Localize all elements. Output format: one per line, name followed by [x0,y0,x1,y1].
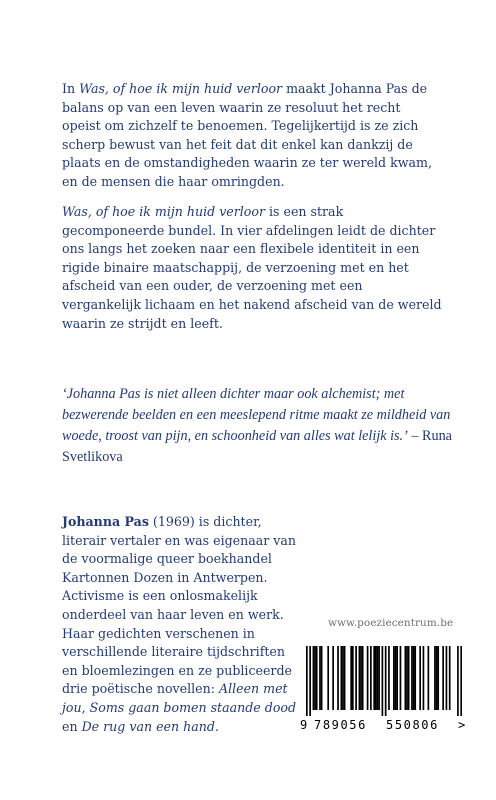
barcode-bar [406,646,408,710]
blurb-paragraph-2 [62,203,442,333]
barcode-bar [377,646,379,710]
barcode-bar [359,646,361,710]
barcode-bar [367,646,369,710]
blurb-1-text: maakt Johanna Pas de balans op van een leven waarin ze resoluut het recht opeist om zichzelf te benoemen. Tegelijkertijd is ze zich scherp bewust van het feit dat dit enkel kan dankzij de plaats en de omstandigheden waarin ze ter wereld kwam, en de mensen die haar omringden. [62,81,432,189]
barcode-bar [405,646,407,710]
barcode-bar [388,646,390,710]
publisher-url[interactable]: www.poeziecentrum.be [328,617,454,629]
isbn-barcode [306,646,462,716]
barcode-bar [313,646,315,710]
barcode-bar [314,646,316,710]
isbn-group-2: 550806 [386,718,439,732]
barcode-bar [428,646,430,710]
barcode-bar [355,646,357,710]
barcode-bar [436,646,438,710]
barcode-bar [344,646,346,710]
barcode-bar [350,646,352,710]
barcode-bar [437,646,439,710]
barcode-bar [385,646,387,716]
barcode-bar [340,646,342,710]
barcode-bar [370,646,372,710]
barcode-bar [408,646,410,710]
blurb-2-text: is een strak gecomponeerde bundel. In vier afdelingen leidt de dichter ons langs het zoeken naar een flexibele identiteit in een rigide binaire maatschappij, de verzoening met en het afscheid van een ouder, de verzoening met een vergankelijk lichaam en het nakend afscheid van de wereld waarin ze strijdt en leeft. [62,204,442,331]
barcode-bar [395,646,397,710]
bio-separator-1: , [81,699,90,715]
bio-separator-2: en [62,718,82,734]
barcode-bar [457,646,459,716]
barcode-bar [446,646,448,710]
blurb-2-book-title: Was, of hoe ik mijn huid verloor [62,204,265,219]
barcode-bar [309,646,311,716]
review-quote [62,384,462,468]
barcode-bar [460,646,462,716]
barcode-bar [400,646,402,710]
barcode-bar [414,646,416,710]
barcode-bar [373,646,375,710]
author-name: Johanna Pas [62,514,149,529]
barcode-bars [306,646,462,716]
barcode-bar [306,646,308,716]
isbn-group-1: 789056 [314,718,367,732]
barcode-bar [352,646,354,710]
barcode-bar [419,646,421,710]
bio-book-3: De rug van een hand [81,718,215,734]
blurb-1-pre: In [62,81,80,96]
barcode-bar [396,646,398,710]
barcode-bar [423,646,425,710]
barcode-bar [362,646,364,710]
blurb-1-book-title: Was, of hoe ik mijn huid verloor [79,81,283,96]
bio-end: . [214,718,219,734]
barcode-bar [332,646,334,710]
barcode-bar [449,646,451,710]
barcode-bar [327,646,329,710]
bio-book-1: Alleen met jou [62,681,288,715]
barcode-bar [342,646,344,710]
barcode-bar [434,646,436,710]
isbn-first-digit: 9 [300,718,308,732]
barcode-bar [382,646,384,716]
barcode-bar [411,646,413,710]
barcode-bar [316,646,318,710]
blurb-paragraph-1 [62,80,442,192]
quote-text: ‘Johanna Pas is niet alleen dichter maar ook alchemist; met bezwerende beelden en een meeslepend ritme maakt ze mildheid van woede, troost van pijn, en schoonheid van alles wat lelijk is.’ [62,386,451,444]
barcode-bar [442,646,444,710]
bio-text: (1969) is dichter, literair vertaler en was eigenaar van de voormalige queer boekhandel Kartonnen Dozen in Antwerpen. Activisme is een onlosmakelijk onderdeel van haar leven en werk. Haar gedichten verschenen in verschillende literaire tijdschriften en bloemlezingen en ze publiceerde drie poëtische novellen: [62,514,297,697]
barcode-bar [393,646,395,710]
barcode-bar [375,646,377,710]
author-bio [62,513,302,736]
isbn-marker: > [458,718,466,732]
bio-book-2: Soms gaan bomen staande dood [89,699,297,715]
barcode-bar [413,646,415,710]
barcode-bar [321,646,323,710]
barcode-bar [319,646,321,710]
barcode-bar [378,646,380,710]
barcode-bar [360,646,362,710]
quote-attribution: – Runa Svetlikova [62,428,452,465]
barcode-bar [337,646,339,710]
